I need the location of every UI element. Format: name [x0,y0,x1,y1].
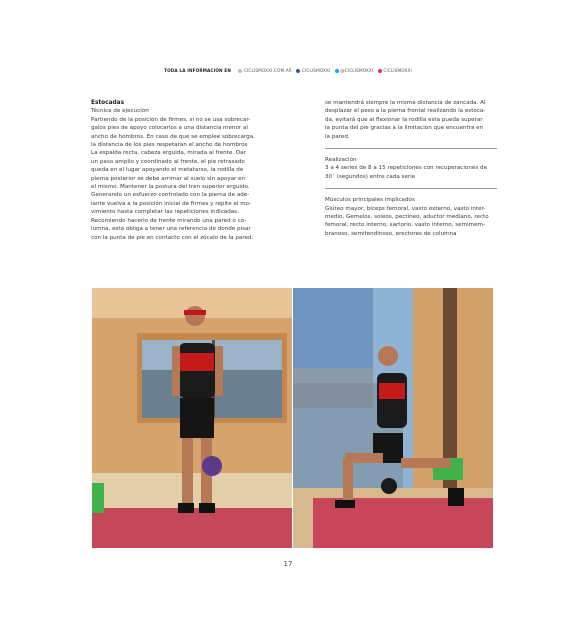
body-line: 30´ (segundos) entre cada serie [325,173,416,180]
facebook-icon [296,69,300,73]
body-line: la pared. [325,133,350,140]
body-line: la distancia de los pies respetaran el ancho de hombros [91,142,248,149]
photo-lunge-position [293,288,493,548]
body-line: el mismo. Mantener la postura del tren superior erguido. [91,184,250,191]
instagram-icon [378,69,382,73]
musculos-title: Músculos principales implicados [325,197,415,204]
body-line: desplazar el peso a la pierna frontal realizando la estoca- [325,108,486,115]
body-line: queda en el lugar apoyando el metatarso, la rodilla de [91,167,244,174]
body-line: femoral, recto interno, sartorio, vasto interno, semimem- [325,222,485,229]
body-line: da, evitará que al flexionar la rodilla esta pueda superar [325,116,483,123]
divider [325,148,497,149]
realizacion-title: Realización [325,157,357,164]
body-line: Partiendo de la posición de firmes, si no se usa sobrecar- [91,116,251,123]
body-line: medio, Gemelos, soleos, pectíneo, aductor mediano, recto [325,214,489,221]
left-column [91,99,277,242]
body-line: un paso amplio y coordinado al frente, el pie retrasado [91,158,245,165]
body-line: Glúteo mayor, bíceps femoral, vasto externo, vasto inter- [325,205,486,212]
body-line: se mantendrá siempre la misma distancia de zancada. Al [325,100,486,106]
header-item-web: CICLISMOXXI.COM.AR [243,68,292,73]
header-item-facebook: CICLISMOXXI [301,68,331,73]
header-lead: TODA LA INFORMACIÓN EN [164,68,231,73]
body-line: la punta del pie gracias a la limitación que encuentra en [325,125,484,132]
body-line: Recomiendo hacerlo de frente mirando una pared o co- [91,217,247,224]
body-line: vimiento hasta completar las repeticiones indicadas. [91,209,239,216]
divider [325,188,497,189]
right-column [325,99,497,238]
header-bar [0,68,576,73]
body-line: branoso, semitendinoso, erectores de columna [325,230,457,237]
section-title: Estocadas [91,100,125,106]
body-line: ancho de hombros. En caso de que se emplee sobrecarga, [91,133,255,140]
page-number: 17 [283,560,293,568]
header-item-instagram: CICLISMOXXI [383,68,412,73]
twitter-icon [335,69,339,73]
body-line: Generando un esfuerzo controlado con la pierna de ade- [91,192,250,199]
body-line: lante vuelva a la posición inicial de firmes y repite el mo- [91,200,252,207]
body-line: pierna posterior se debe arrimar al suelo sin apoyar en [91,175,246,182]
body-line: galos pies de apoyo colocarlos a una distancia menor al [91,125,248,132]
section-subtitle: Técnica de ejecución [91,108,149,115]
web-icon [238,69,242,73]
body-line: 3 a 4 series de 8 a 15 repeticiones con recuperaciones de [325,165,488,172]
body-line: lumna, esta obliga a tener una referencia de donde pisar [91,226,251,233]
photo-standing-position [92,288,292,548]
body-line: La espalda recta, cabeza erguida, mirada al frente. Dar [91,150,246,157]
header-item-twitter: @CICLISMOXXI [340,68,374,73]
body-line: con la punta de pie en contacto con el zócalo de la pared. [91,234,254,241]
